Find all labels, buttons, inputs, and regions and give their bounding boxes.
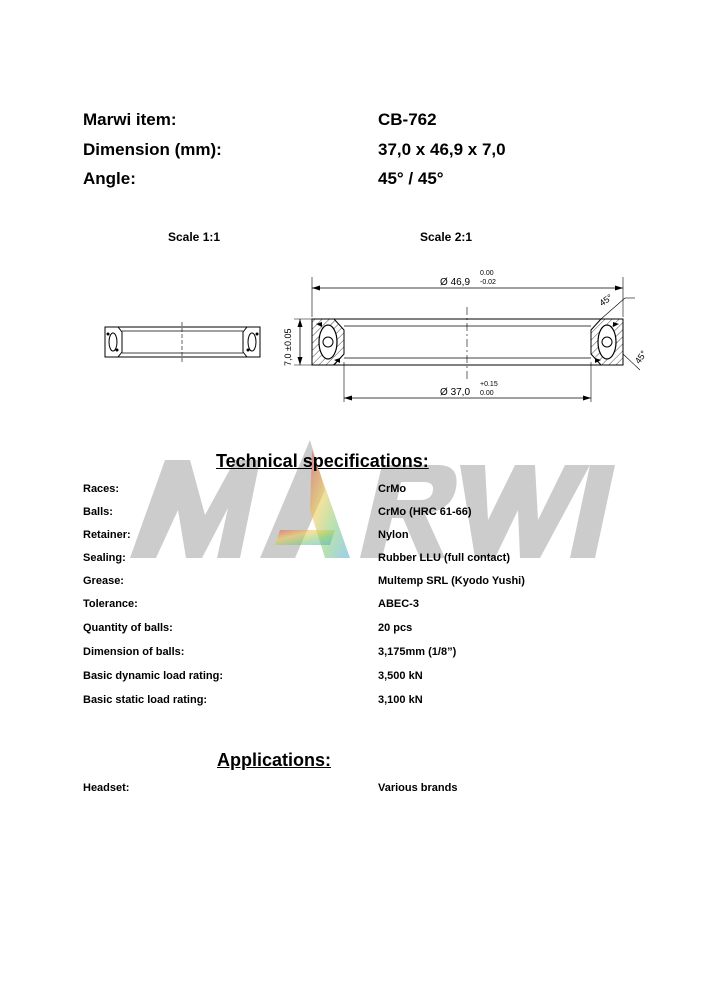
technical-specs-title: Technical specifications: bbox=[216, 451, 429, 471]
scale-small-label: Scale 1:1 bbox=[168, 230, 221, 244]
large-bearing-right-section bbox=[591, 319, 623, 365]
bearing-drawing-scale-1-1 bbox=[100, 322, 265, 362]
angle-bottom-label: 45° bbox=[632, 348, 649, 366]
application-value: Various brands bbox=[378, 782, 458, 794]
spec-value: 3,175mm (1/8”) bbox=[378, 646, 457, 658]
inner-tol-lower: 0.00 bbox=[480, 390, 494, 397]
spec-label: Grease: bbox=[83, 575, 124, 587]
small-bearing-right-section bbox=[243, 327, 260, 357]
outer-diameter-value: Ø 46,9 bbox=[440, 277, 471, 288]
applications-title: Applications: bbox=[217, 750, 332, 770]
angle-top-label: 45° bbox=[597, 292, 615, 309]
spec-label: Basic static load rating: bbox=[83, 694, 208, 706]
inner-diameter-value: Ø 37,0 bbox=[440, 387, 471, 398]
item-value: CB-762 bbox=[378, 110, 437, 129]
spec-value: 3,500 kN bbox=[378, 670, 423, 682]
dimension-label: Dimension (mm): bbox=[83, 140, 222, 159]
outer-tol-lower: -0.02 bbox=[480, 279, 496, 286]
outer-tol-upper: 0.00 bbox=[480, 270, 494, 277]
spec-value: CrMo (HRC 61-66) bbox=[378, 506, 472, 518]
angle-value: 45° / 45° bbox=[378, 169, 444, 188]
spec-value: 3,100 kN bbox=[378, 694, 423, 706]
spec-label: Races: bbox=[83, 483, 120, 495]
height-dimension: 7,0 ±0.05 bbox=[283, 328, 293, 366]
spec-value: Nylon bbox=[378, 529, 409, 541]
spec-label: Basic dynamic load rating: bbox=[83, 670, 223, 682]
dimension-value: 37,0 x 46,9 x 7,0 bbox=[378, 140, 506, 159]
spec-value: Multemp SRL (Kyodo Yushi) bbox=[378, 575, 525, 587]
bearing-drawing-scale-2-1 bbox=[280, 262, 660, 410]
small-bearing-left-section bbox=[105, 327, 122, 357]
inner-tol-upper: +0.15 bbox=[480, 381, 498, 388]
item-label: Marwi item: bbox=[83, 110, 177, 129]
spec-label: Retainer: bbox=[83, 529, 131, 541]
spec-value: CrMo bbox=[378, 483, 407, 495]
spec-label: Balls: bbox=[83, 506, 113, 518]
application-label: Headset: bbox=[83, 782, 130, 794]
angle-label: Angle: bbox=[83, 169, 136, 188]
spec-value: ABEC-3 bbox=[378, 598, 419, 610]
spec-label: Tolerance: bbox=[83, 598, 138, 610]
spec-value: Rubber LLU (full contact) bbox=[378, 552, 510, 564]
large-bearing-left-section bbox=[312, 319, 344, 365]
scale-large-label: Scale 2:1 bbox=[420, 230, 473, 244]
spec-label: Dimension of balls: bbox=[83, 646, 185, 658]
spec-value: 20 pcs bbox=[378, 622, 413, 634]
spec-label: Sealing: bbox=[83, 552, 126, 564]
spec-label: Quantity of balls: bbox=[83, 622, 173, 634]
